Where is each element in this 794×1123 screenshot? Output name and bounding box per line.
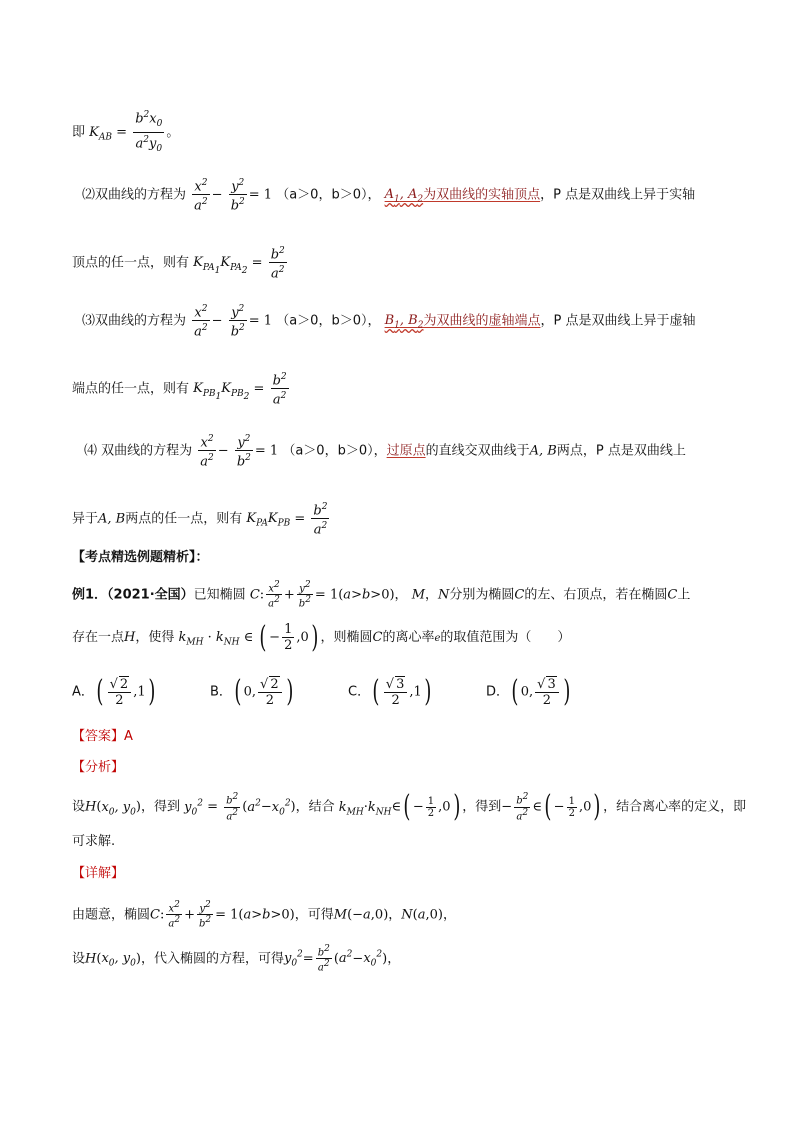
line-hyperbola-3: ⑶双曲线的方程为 $\frac{x^2}{a^2}$ − $\frac{y^2}{b^2}$ = 1 （a＞0，b＞0）， $B_1$, $B_2$为双曲线的虚轴端点，P 点是双曲线上异于虚轴	[82, 304, 696, 340]
line-kab: 即 $K_{AB}$ = $\frac{b^2x_0}{a^2y_0}$ 。	[72, 108, 179, 157]
example-1-line-2: 存在一点H，使得 $k_{MH} \cdot k_{NH}$ ∈ ( − $\frac{1}{2}$ ,0) ，则椭圆C的离心率e的取值范围为（ ）	[72, 619, 571, 655]
example-1-line-1: 例1．（2021·全国）已知椭圆 C: $\frac{x^2}{a^2}$ + $\frac{y^2}{b^2}$ = 1(a>b>0)， M，N分别为椭圆C的左、右顶点，若在椭圆C上	[72, 580, 691, 610]
analysis-line-1: 设$H(x_0$, $y_0$)，得到 $y_0^2$ = $\frac{b^2}{a^2}$ $(a^2-x_0^2)$，结合 $k_{MH}\cdot k_{NH}\in$( − $\frac{1}{2}$ ,0) ，得到− $\frac{b^2}{a^2}$ ∈( − $\frac{1}{2}$ ,0) ，结合离心率的定义，即	[72, 789, 747, 824]
line-chord-relation: 异于A, B两点的任一点，则有 $K_{PA}K_{PB}$ = $\frac{b^2}{a^2}$	[72, 502, 328, 538]
analysis-label: 【分析】	[72, 760, 125, 775]
answer-label: 【答案】	[72, 729, 125, 744]
line-hyperbola-4: ⑷ 双曲线的方程为 $\frac{x^2}{a^2}$ − $\frac{y^2}{b^2}$ = 1 （a＞0，b＞0），过原点的直线交双曲线于A, B两点，P 点是双曲线上	[84, 434, 686, 470]
answer	[72, 727, 133, 747]
line-vertex-relation: 顶点的任一点，则有 $K_{PA_1}K_{PA_2}$ = $\frac{b^2}{a^2}$	[72, 246, 285, 282]
option-c[interactable]: C．( $\frac{√ 3}{2}$ ,1)	[348, 674, 432, 709]
line-hyperbola-2: ⑵双曲线的方程为 $\frac{x^2}{a^2}$ − $\frac{y^2}{b^2}$ = 1 （a＞0，b＞0）， $A_1$, $A_2$为双曲线的实轴顶点，P 点是双曲线上异于实轴	[82, 178, 696, 214]
option-d[interactable]: D．( 0, $\frac{√ 3}{2}$ )	[486, 674, 571, 709]
detail-line-2: 设$H(x_0$, $y_0$)，代入椭圆的方程，可得$y_0^2=$ $\frac{b^2}{a^2}$ $(a^2-x_0^2)$，	[72, 944, 401, 974]
option-b[interactable]: B．( 0, $\frac{√ 2}{2}$ )	[210, 674, 293, 709]
answer-value: A	[124, 729, 133, 744]
line-endpoint-relation: 端点的任一点，则有 $K_{PB_1}K_{PB_2}$ = $\frac{b^2}{a^2}$	[72, 372, 287, 408]
option-a[interactable]: A．( $\frac{√ 2}{2}$ ,1)	[72, 674, 155, 709]
detail-label: 【详解】	[72, 866, 125, 881]
fraction: $\frac{b^2x_0}{a^2y_0}$	[135, 110, 163, 154]
detail-line-1: 由题意，椭圆C: $\frac{x^2}{a^2}$ + $\frac{y^2}{b^2}$ = 1(a>b>0)，可得M(−a,0)，N(a,0)，	[72, 900, 457, 930]
section-heading: 【考点精选例题精析】：	[72, 550, 209, 565]
analysis-line-2: 可求解.	[72, 834, 116, 849]
